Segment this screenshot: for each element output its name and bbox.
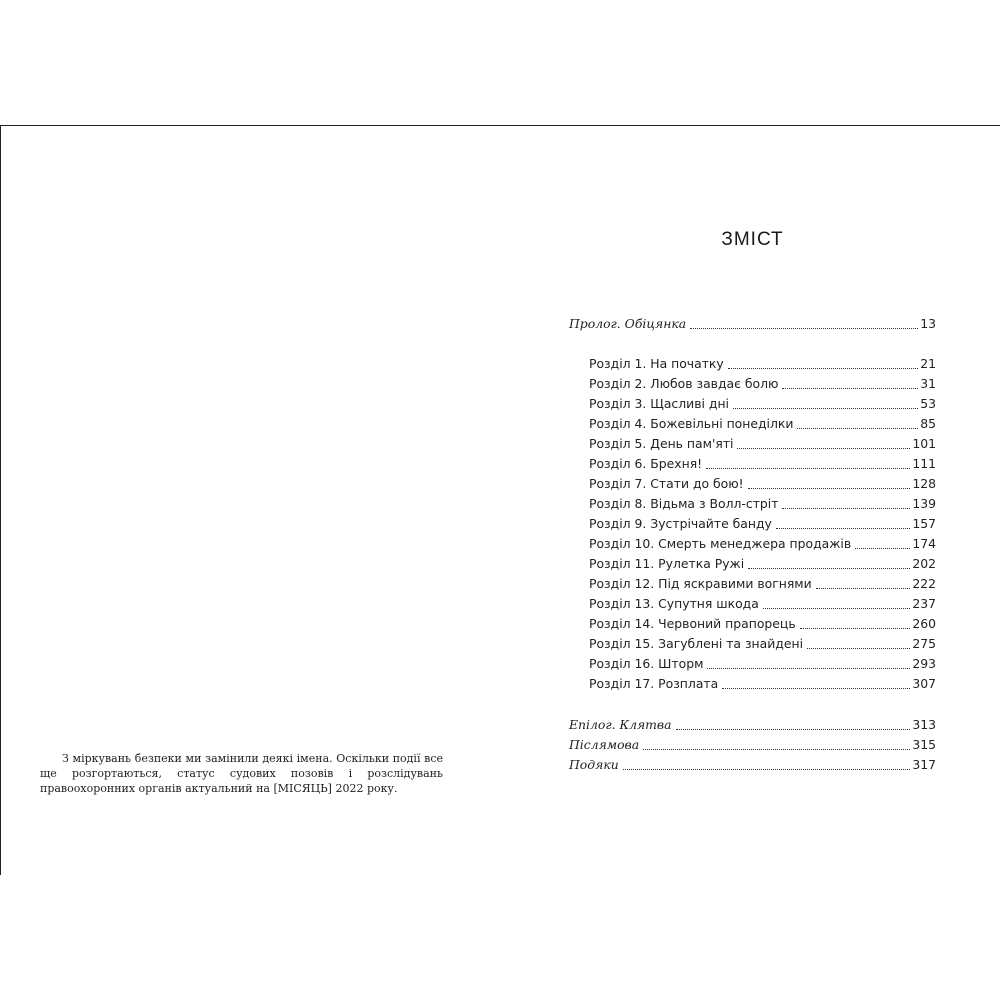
dot-leader <box>707 667 910 669</box>
toc-entry-acknowledgements <box>569 756 936 774</box>
dot-leader <box>800 627 911 629</box>
toc-entry-chapter-9 <box>569 515 936 533</box>
dot-leader <box>643 748 910 750</box>
toc-entry-page: 202 <box>912 556 936 571</box>
left-page-edge <box>0 125 1 875</box>
toc-entry-chapter-16 <box>569 655 936 673</box>
dot-leader <box>728 367 918 369</box>
toc-entry-page: 293 <box>912 656 936 671</box>
toc-entry-label: Розділ 11. Рулетка Ружі <box>589 556 745 571</box>
toc-entry-label: Розділ 5. День пам'яті <box>589 436 734 451</box>
toc-entry-page: 157 <box>912 516 936 531</box>
toc-entry-label: Розділ 14. Червоний прапорець <box>589 616 796 631</box>
toc-entry-chapter-11 <box>569 555 936 573</box>
dot-leader <box>782 387 918 389</box>
toc-entry-label: Подяки <box>569 757 619 772</box>
dot-leader <box>706 467 910 469</box>
dot-leader <box>748 567 910 569</box>
toc-entry-chapter-2 <box>569 375 936 393</box>
toc-entry-chapter-15 <box>569 635 936 653</box>
toc-entry-page: 128 <box>912 476 936 491</box>
toc-entry-label: Пролог. Обіцянка <box>569 316 687 331</box>
toc-entry-page: 260 <box>912 616 936 631</box>
dot-leader <box>763 607 910 609</box>
dot-leader <box>733 407 918 409</box>
dot-leader <box>737 447 910 449</box>
toc-entry-label: Розділ 9. Зустрічайте банду <box>589 516 772 531</box>
toc-entry-label: Розділ 8. Відьма з Волл-стріт <box>589 496 779 511</box>
toc-entry-page: 139 <box>912 496 936 511</box>
toc-entry-epilogue <box>569 716 936 734</box>
dot-leader <box>690 327 918 329</box>
toc-entry-page: 31 <box>920 376 936 391</box>
toc-entry-label: Розділ 1. На початку <box>589 356 724 371</box>
toc-entry-chapter-4 <box>569 415 936 433</box>
toc-entry-page: 111 <box>912 456 936 471</box>
toc-entry-label: Післямова <box>569 737 640 752</box>
toc-entry-page: 101 <box>912 436 936 451</box>
toc-entry-chapter-6 <box>569 455 936 473</box>
toc-entry-chapter-1 <box>569 355 936 373</box>
toc-entry-label: Розділ 4. Божевільні понеділки <box>589 416 794 431</box>
toc-entry-chapter-10 <box>569 535 936 553</box>
toc-entry-chapter-3 <box>569 395 936 413</box>
dot-leader <box>807 647 910 649</box>
toc-entry-label: Розділ 3. Щасливі дні <box>589 396 729 411</box>
toc-entry-chapter-12 <box>569 575 936 593</box>
toc-entry-page: 53 <box>920 396 936 411</box>
dot-leader <box>855 547 910 549</box>
dot-leader <box>797 427 918 429</box>
toc-entry-chapter-14 <box>569 615 936 633</box>
toc-entry-label: Розділ 6. Брехня! <box>589 456 703 471</box>
toc-entry-chapter-17 <box>569 675 936 693</box>
toc-entry-label: Розділ 2. Любов завдає болю <box>589 376 779 391</box>
toc-entry-chapter-5 <box>569 435 936 453</box>
toc-entry-page: 275 <box>912 636 936 651</box>
dot-leader <box>816 587 911 589</box>
toc-entry-label: Розділ 7. Стати до бою! <box>589 476 744 491</box>
toc-entry-label: Розділ 16. Шторм <box>589 656 704 671</box>
dot-leader <box>782 507 910 509</box>
dot-leader <box>676 728 911 730</box>
toc-entry-page: 315 <box>912 737 936 752</box>
toc-entry-page: 317 <box>912 757 936 772</box>
dot-leader <box>623 768 911 770</box>
toc-entry-chapter-8 <box>569 495 936 513</box>
toc-entry-afterword <box>569 736 936 754</box>
dot-leader <box>748 487 911 489</box>
toc-entry-label: Розділ 12. Під яскравими вогнями <box>589 576 812 591</box>
toc-title: ЗМІСТ <box>721 229 784 250</box>
toc-entry-page: 85 <box>920 416 936 431</box>
toc-entry-page: 307 <box>912 676 936 691</box>
dot-leader <box>722 687 910 689</box>
toc-entry-page: 13 <box>920 316 936 331</box>
toc-entry-page: 21 <box>920 356 936 371</box>
dot-leader <box>776 527 910 529</box>
toc-entry-chapter-7 <box>569 475 936 493</box>
toc-entry-page: 237 <box>912 596 936 611</box>
toc-entry-label: Розділ 17. Розплата <box>589 676 719 691</box>
toc-entry-page: 313 <box>912 717 936 732</box>
toc-entry-page: 222 <box>912 576 936 591</box>
disclaimer-note: З міркувань безпеки ми замінили деякі імена. Оскільки події все ще розгортаються, статус судових позовів і розслідувань правоохоронних органів актуальний на [МІСЯЦЬ] 2022 року. <box>40 752 443 795</box>
toc-entry-label: Епілог. Клятва <box>569 717 672 732</box>
table-of-contents <box>569 0 936 1000</box>
toc-entry-prologue <box>569 315 936 333</box>
toc-entry-page: 174 <box>912 536 936 551</box>
toc-entry-label: Розділ 13. Супутня шкода <box>589 596 759 611</box>
toc-entry-chapter-13 <box>569 595 936 613</box>
toc-entry-label: Розділ 10. Смерть менеджера продажів <box>589 536 852 551</box>
toc-entry-label: Розділ 15. Загублені та знайдені <box>589 636 804 651</box>
